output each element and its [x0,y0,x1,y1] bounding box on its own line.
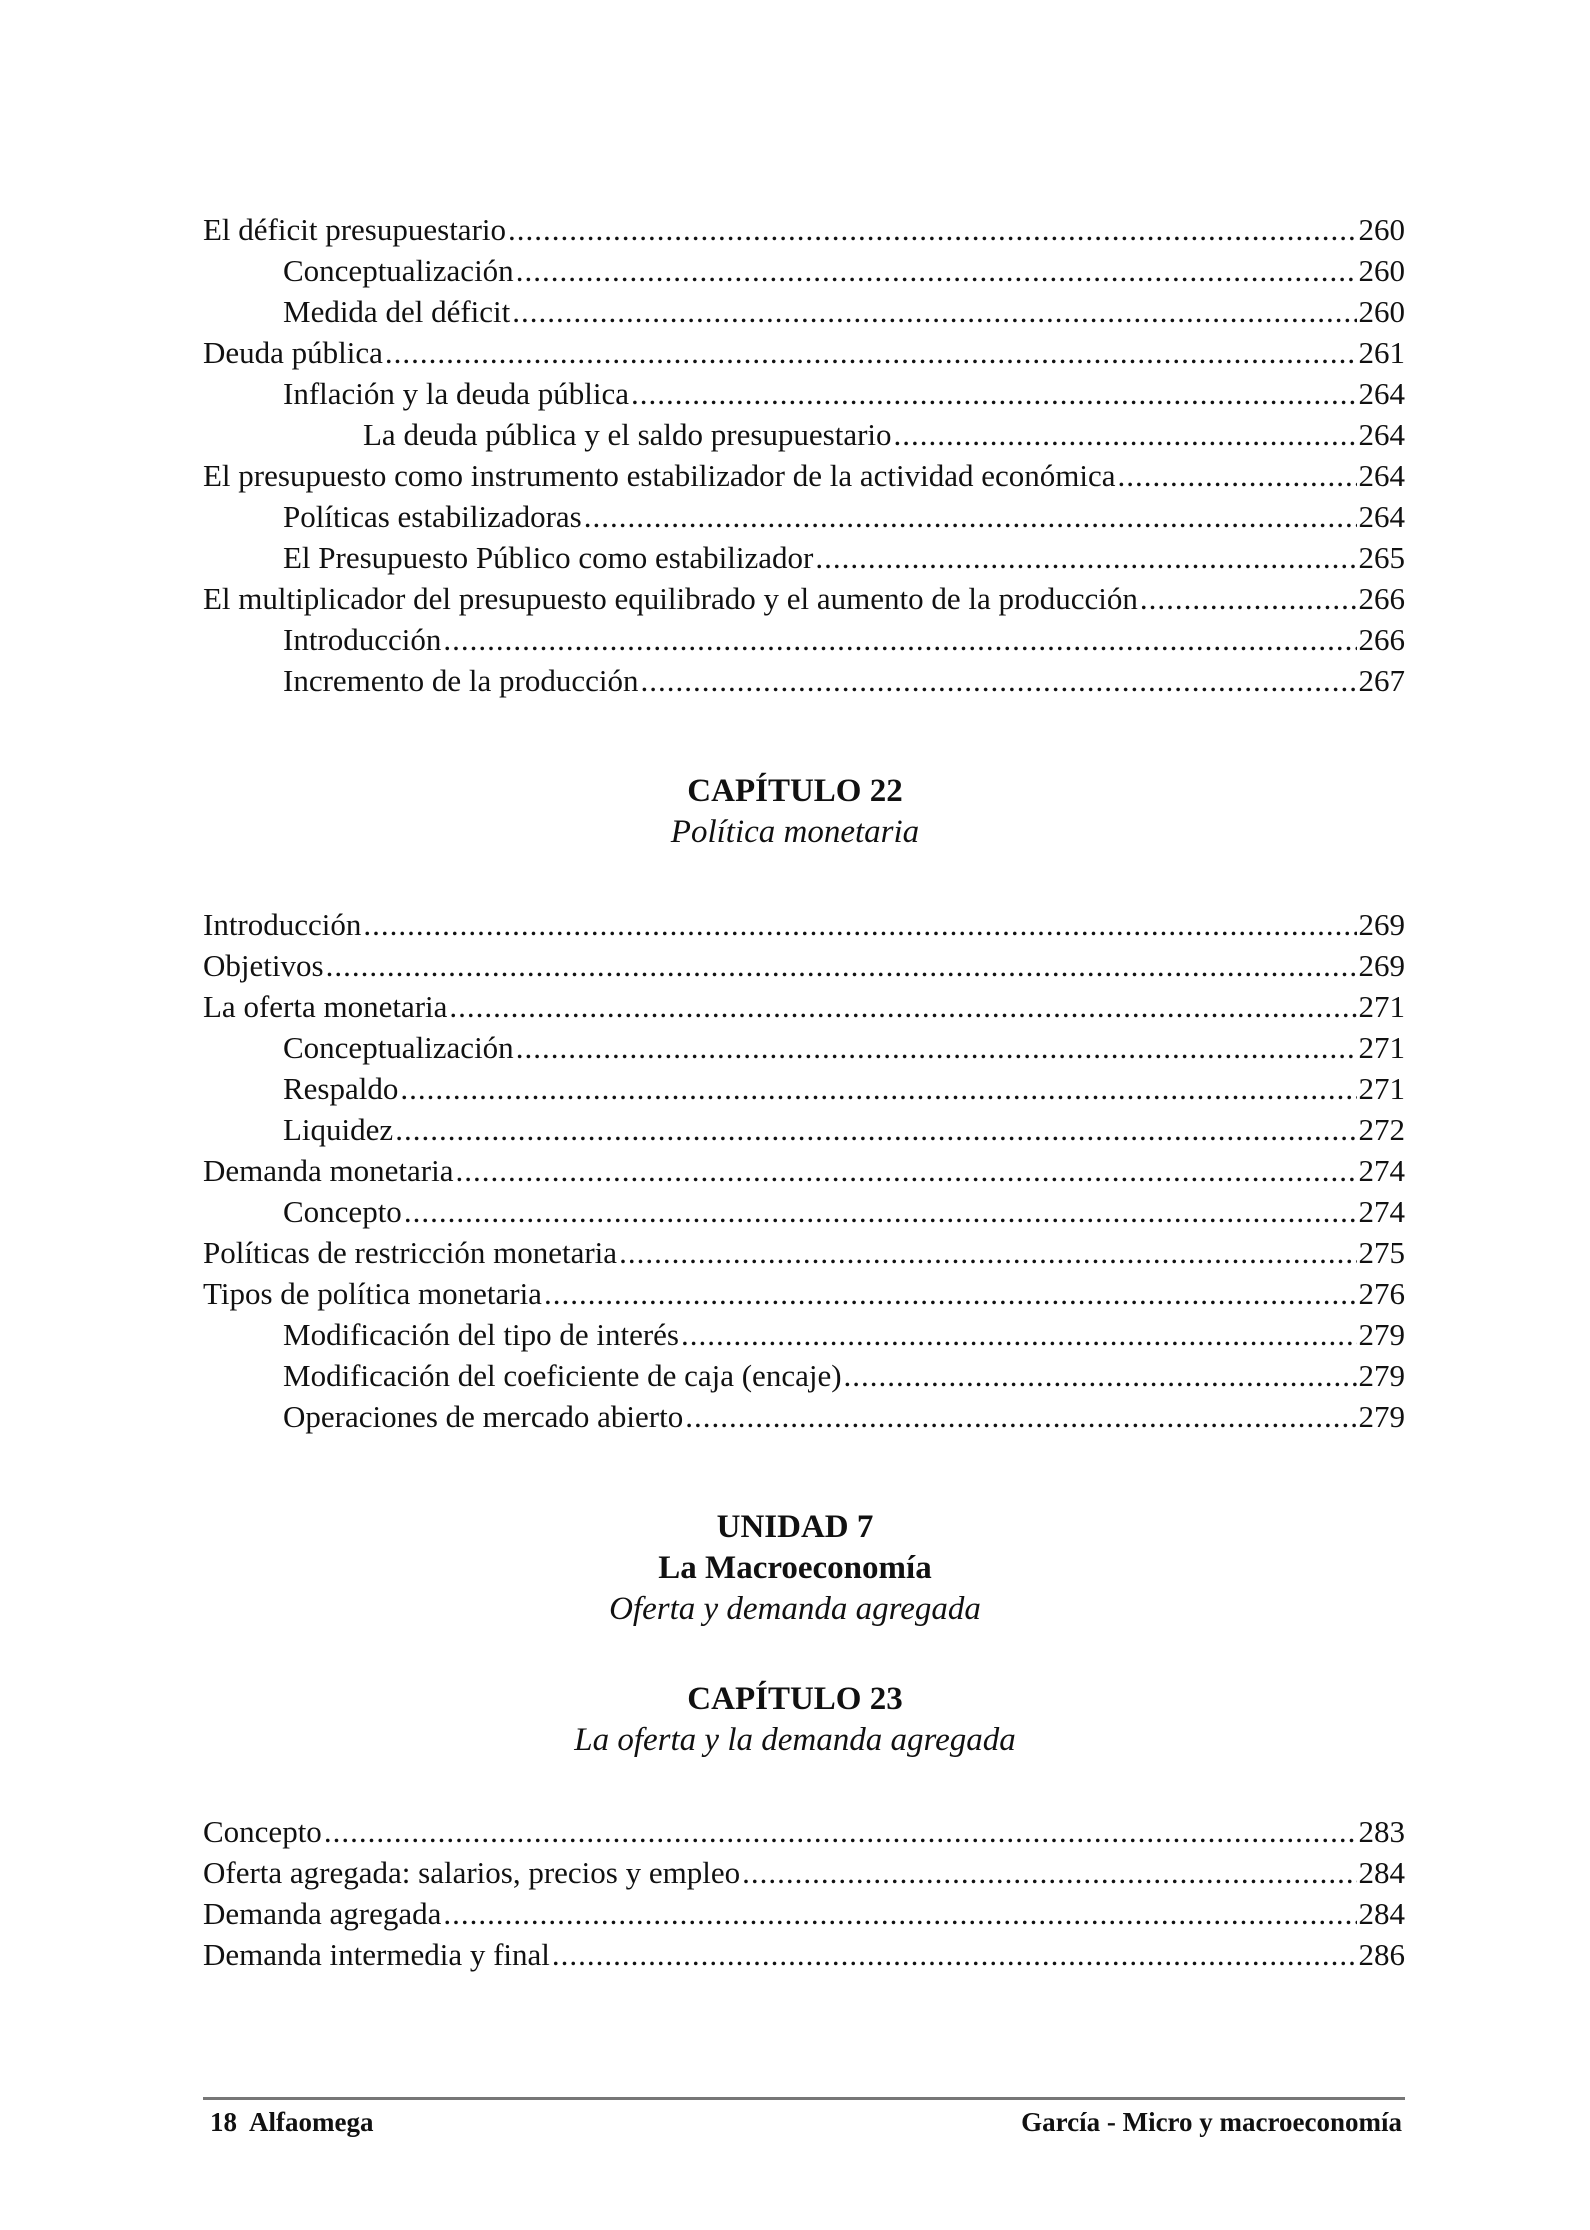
toc-entry-page: 286 [1358,1937,1405,1972]
toc-entry-title: Incremento de la producción [283,663,639,698]
toc-entry-page: 260 [1358,212,1405,247]
chapter-22-title: Política monetaria [670,814,920,850]
toc-entry [203,1109,1405,1150]
toc-entry-page: 274 [1358,1194,1405,1229]
toc-dot-leader [516,250,1357,291]
toc-entry-page: 271 [1358,989,1405,1024]
toc-entry [203,373,1405,414]
toc-entry-title: El presupuesto como instrumento estabilizador de la actividad económica [203,458,1116,493]
toc-entry-title: Liquidez [283,1112,394,1147]
toc-entry-title: Modificación del tipo de interés [283,1317,679,1352]
toc-dot-leader [324,1811,1357,1852]
toc-entry-page: 261 [1358,335,1405,370]
toc-entry-title: Políticas de restricción monetaria [203,1235,618,1270]
toc-entry-title: Modificación del coeficiente de caja (encaje) [283,1358,842,1393]
toc-entry [203,496,1405,537]
toc-list-chapter-23 [203,1811,1405,1975]
toc-dot-leader [395,1109,1356,1150]
toc-entry-page: 267 [1358,663,1405,698]
toc-dot-leader [404,1191,1357,1232]
toc-dot-leader [742,1852,1356,1893]
toc-entry-page: 272 [1358,1112,1405,1147]
toc-entry-page: 266 [1358,581,1405,616]
toc-entry-title: Concepto [203,1814,322,1849]
footer-rule [203,2097,1405,2100]
toc-entry-title: Deuda pública [203,335,383,370]
toc-entry-page: 264 [1358,376,1405,411]
toc-entry [203,1191,1405,1232]
toc-entry-page: 275 [1358,1235,1405,1270]
toc-entry [203,986,1405,1027]
toc-entry-page: 269 [1358,907,1405,942]
chapter-23-label: CAPÍTULO 23 [687,1681,903,1717]
toc-entry-title: La oferta monetaria [203,989,448,1024]
toc-dot-leader [584,496,1357,537]
toc-entry [203,1934,1405,1975]
toc-dot-leader [400,1068,1356,1109]
toc-entry [203,1027,1405,1068]
toc-entry [203,904,1405,945]
toc-entry-title: Inflación y la deuda pública [283,376,630,411]
toc-entry-page: 284 [1358,1855,1405,1890]
toc-entry-page: 266 [1358,622,1405,657]
toc-list-section-1 [203,209,1405,701]
toc-entry [203,578,1405,619]
toc-entry-page: 271 [1358,1071,1405,1106]
toc-dot-leader [1140,578,1357,619]
toc-entry-title: Operaciones de mercado abierto [283,1399,684,1434]
toc-dot-leader [894,414,1357,455]
toc-entry-page: 274 [1358,1153,1405,1188]
toc-dot-leader [455,1150,1356,1191]
toc-entry [203,1068,1405,1109]
toc-dot-leader [443,1893,1356,1934]
toc-entry-title: Introducción [203,907,362,942]
toc-entry-title: Demanda monetaria [203,1153,454,1188]
toc-entry-title: Conceptualización [283,1030,514,1065]
toc-entry-title: El Presupuesto Público como estabilizador [283,540,814,575]
toc-entry-title: Concepto [283,1194,402,1229]
chapter-22-label: CAPÍTULO 22 [687,773,903,809]
toc-entry [203,1355,1405,1396]
toc-dot-leader [681,1314,1357,1355]
toc-dot-leader [619,1232,1356,1273]
toc-dot-leader [363,904,1356,945]
toc-entry [203,1852,1405,1893]
toc-entry-page: 271 [1358,1030,1405,1065]
toc-entry [203,250,1405,291]
toc-entry-title: Introducción [283,622,442,657]
toc-entry-title: El déficit presupuestario [203,212,507,247]
toc-entry [203,537,1405,578]
toc-list-chapter-22 [203,904,1405,1437]
toc-entry-title: Demanda intermedia y final [203,1937,550,1972]
toc-entry [203,1232,1405,1273]
toc-entry-page: 279 [1358,1399,1405,1434]
toc-dot-leader [449,986,1356,1027]
toc-dot-leader [443,619,1356,660]
toc-entry [203,1811,1405,1852]
toc-dot-leader [552,1934,1357,1975]
footer-right: García - Micro y macroeconomía [1021,2107,1402,2137]
toc-dot-leader [326,945,1357,986]
toc-dot-leader [385,332,1357,373]
toc-entry [203,1314,1405,1355]
toc-dot-leader [815,537,1356,578]
toc-entry-title: Tipos de política monetaria [203,1276,542,1311]
toc-entry-page: 260 [1358,253,1405,288]
toc-entry-page: 279 [1358,1317,1405,1352]
toc-entry-page: 279 [1358,1358,1405,1393]
toc-entry-title: Objetivos [203,948,324,983]
toc-entry [203,455,1405,496]
toc-entry [203,1150,1405,1191]
page-footer [210,2104,1402,2140]
toc-entry [203,660,1405,701]
toc-entry [203,619,1405,660]
toc-dot-leader [641,660,1357,701]
toc-entry [203,209,1405,250]
toc-dot-leader [631,373,1356,414]
toc-entry-page: 265 [1358,540,1405,575]
toc-dot-leader [512,291,1356,332]
toc-dot-leader [1118,455,1357,496]
unit-7-label: UNIDAD 7 [716,1509,874,1545]
toc-entry-page: 264 [1358,458,1405,493]
unit-7-subtitle: Oferta y demanda agregada [609,1591,981,1627]
toc-dot-leader [508,209,1356,250]
toc-entry [203,1396,1405,1437]
toc-entry [203,332,1405,373]
toc-entry [203,291,1405,332]
toc-entry-page: 269 [1358,948,1405,983]
toc-entry-title: Medida del déficit [283,294,511,329]
toc-dot-leader [516,1027,1357,1068]
toc-entry [203,1273,1405,1314]
toc-entry-title: Demanda agregada [203,1896,442,1931]
toc-entry-title: El multiplicador del presupuesto equilibrado y el aumento de la producción [203,581,1138,616]
toc-entry-page: 260 [1358,294,1405,329]
toc-entry [203,945,1405,986]
toc-dot-leader [844,1355,1357,1396]
toc-entry-title: Respaldo [283,1071,399,1106]
toc-entry-title: Conceptualización [283,253,514,288]
toc-entry-page: 284 [1358,1896,1405,1931]
chapter-23-title: La oferta y la demanda agregada [574,1722,1016,1758]
toc-entry-page: 283 [1358,1814,1405,1849]
unit-7-title: La Macroeconomía [658,1550,932,1586]
toc-entry [203,414,1405,455]
toc-entry-page: 276 [1358,1276,1405,1311]
toc-entry-page: 264 [1358,499,1405,534]
toc-dot-leader [544,1273,1357,1314]
toc-entry-page: 264 [1358,417,1405,452]
toc-entry-title: Políticas estabilizadoras [283,499,582,534]
toc-entry [203,1893,1405,1934]
toc-entry-title: Oferta agregada: salarios, precios y empleo [203,1855,741,1890]
footer-left: 18 Alfaomega [210,2107,374,2137]
toc-entry-title: La deuda pública y el saldo presupuestario [363,417,892,452]
toc-dot-leader [685,1396,1356,1437]
